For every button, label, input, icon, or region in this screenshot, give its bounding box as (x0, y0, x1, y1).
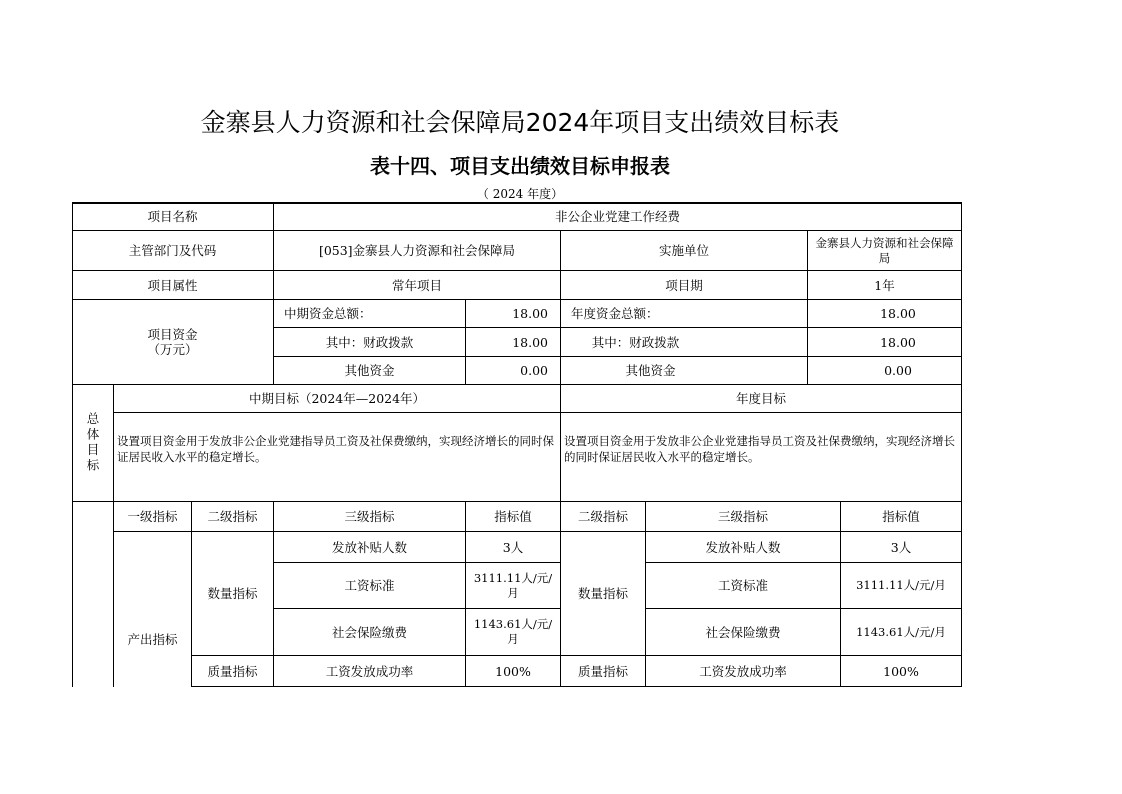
mid-fiscal-value: 18.00 (466, 328, 561, 357)
quantity-indicator-label: 数量指标 (192, 532, 274, 656)
mid-goal-text: 设置项目资金用于发放非公企业党建指导员工资及社保费缴纳，实现经济增长的同时保证居民收入水平的稳定增长。 (114, 413, 561, 502)
funds-label: 项目资金 （万元） (72, 300, 274, 385)
header-value: 指标值 (466, 502, 561, 532)
year-fiscal-label: 其中：财政拨款 (561, 328, 808, 357)
mid-goal-header: 中期目标（2024年—2024年） (114, 385, 561, 413)
year-total-value: 18.00 (808, 300, 962, 328)
year-fiscal-value: 18.00 (808, 328, 962, 357)
indicator-name-right: 工资标准 (646, 563, 841, 609)
header-level3-right: 三级指标 (646, 502, 841, 532)
indicator-name-right: 社会保险缴费 (646, 609, 841, 656)
mid-total-value: 18.00 (466, 300, 561, 328)
indicator-name-right: 发放补贴人数 (646, 532, 841, 563)
indicator-name: 工资发放成功率 (274, 656, 466, 687)
indicator-value-right: 1143.61人/元/月 (841, 609, 962, 656)
dept-value: [053]金寨县人力资源和社会保障局 (274, 231, 561, 271)
header-value-right: 指标值 (841, 502, 962, 532)
indicator-name: 社会保险缴费 (274, 609, 466, 656)
attr-label: 项目属性 (72, 271, 274, 300)
indicator-side-cell (72, 502, 114, 687)
year-other-value: 0.00 (808, 357, 962, 385)
table-subtitle: 表十四、项目支出绩效目标申报表 (370, 154, 670, 178)
indicator-value: 3人 (466, 532, 561, 563)
year-other-label: 其他资金 (561, 357, 808, 385)
indicator-value: 100% (466, 656, 561, 687)
overall-goal-label: 总体目标 (72, 385, 114, 502)
indicator-name-right: 工资发放成功率 (646, 656, 841, 687)
indicator-name: 工资标准 (274, 563, 466, 609)
year-goal-header: 年度目标 (561, 385, 962, 413)
output-indicator-label: 产出指标 (114, 532, 192, 687)
quantity-indicator-label-right: 数量指标 (561, 532, 646, 656)
attr-value: 常年项目 (274, 271, 561, 300)
impl-unit-value: 金寨县人力资源和社会保障局 (808, 231, 962, 271)
project-name-label: 项目名称 (72, 202, 274, 231)
indicator-value: 3111.11人/元/月 (466, 563, 561, 609)
header-level3: 三级指标 (274, 502, 466, 532)
year-line: （ 2024 年度） (476, 187, 564, 201)
period-label: 项目期 (561, 271, 808, 300)
indicator-value-right: 3人 (841, 532, 962, 563)
indicator-value-right: 3111.11人/元/月 (841, 563, 962, 609)
quality-indicator-label: 质量指标 (192, 656, 274, 687)
period-value: 1年 (808, 271, 962, 300)
page-title: 金寨县人力资源和社会保障局2024年项目支出绩效目标表 (200, 108, 840, 137)
dept-label: 主管部门及代码 (72, 231, 274, 271)
indicator-value-right: 100% (841, 656, 962, 687)
quality-indicator-label-right: 质量指标 (561, 656, 646, 687)
mid-fiscal-label: 其中：财政拨款 (274, 328, 466, 357)
year-total-label: 年度资金总额： (561, 300, 808, 328)
indicator-value: 1143.61人/元/月 (466, 609, 561, 656)
mid-other-value: 0.00 (466, 357, 561, 385)
mid-other-label: 其他资金 (274, 357, 466, 385)
header-level2-right: 二级指标 (561, 502, 646, 532)
year-goal-text: 设置项目资金用于发放非公企业党建指导员工资及社保费缴纳，实现经济增长的同时保证居民收入水平的稳定增长。 (561, 413, 962, 502)
header-level1: 一级指标 (114, 502, 192, 532)
impl-unit-label: 实施单位 (561, 231, 808, 271)
project-name-value: 非公企业党建工作经费 (274, 202, 962, 231)
performance-table (72, 202, 962, 687)
mid-total-label: 中期资金总额： (274, 300, 466, 328)
header-level2: 二级指标 (192, 502, 274, 532)
indicator-name: 发放补贴人数 (274, 532, 466, 563)
